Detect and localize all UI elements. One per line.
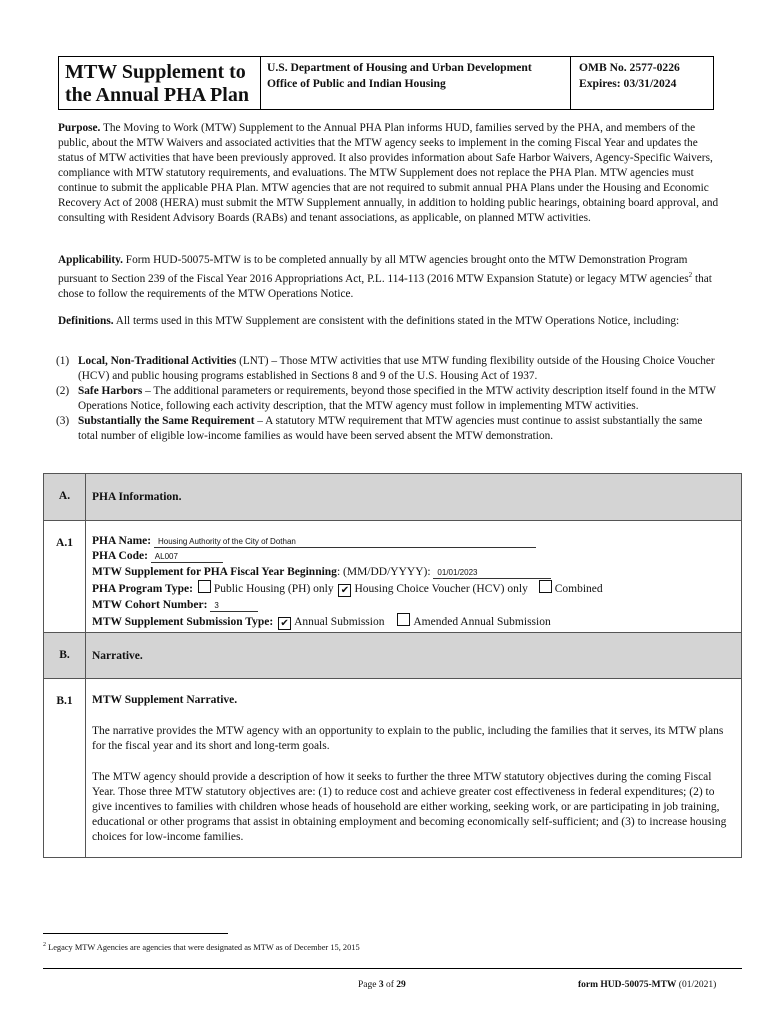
program-type-line [92,580,733,597]
fiscal-year-line [92,565,733,580]
definitions-label: Definitions. [58,315,114,327]
page-number [358,980,406,990]
applicability-label: Applicability. [58,254,123,266]
omb-cell [571,57,713,109]
narrative-paragraph-2: The MTW agency should provide a description of how it seeks to further the three MTW statutory objectives during the coming Fiscal Year. Those three MTW statutory objectives are: (1) to reduce cost and achieve greater cost effectiveness in federal expenditures; (2) to give incentives to families with children whose heads of household are either working, seeking work, or are participating in job training, educational or other programs that assist in obtaining employment and becoming economically self-sufficient; and (3) to increase housing choices for low-income families. [92,771,727,843]
section-a1-row [44,520,741,632]
submission-type-label: MTW Supplement Submission Type: [92,616,274,629]
narrative-paragraph-1: The narrative provides the MTW agency with an opportunity to explain to the public, including the families that it serves, its MTW plans for the fiscal year and its short and long-term goals. [92,725,724,752]
fiscal-year-format: : (MM/DD/YYYY): [336,565,434,578]
footnote [43,942,360,952]
agency-cell [261,57,571,109]
hcv-only-checkbox[interactable]: ✔ [338,584,351,597]
cohort-field[interactable]: 3 [210,601,258,612]
total-pages: 29 [396,980,406,990]
section-number: B. [44,633,86,678]
applicability-paragraph [58,253,720,302]
definition-text: – The additional parameters or requirements, beyond those specified in the MTW activity description itself found in the MTW Operations Notice, following each activity description, that the MTW agency must follow in implementing MTW activities. [78,385,716,412]
section-title: Narrative. [92,650,143,662]
submission-type-line [92,613,733,630]
fiscal-year-label: MTW Supplement for PHA Fiscal Year Beginning [92,565,337,578]
ph-only-label: Public Housing (PH) only [213,583,334,596]
definitions-paragraph [58,314,720,329]
footnote-number: 2 [43,942,46,948]
footnote-text: Legacy MTW Agencies are agencies that were designated as MTW as of December 15, 2015 [46,942,360,952]
amended-submission-label: Amended Annual Submission [413,616,551,629]
header-box [58,56,714,110]
purpose-text: The Moving to Work (MTW) Supplement to the Annual PHA Plan informs HUD, families served by the PHA, and members of the public, about the MTW Waivers and associated activities that the MTW agency seeks to implement in the coming Fiscal Year and updates the status of MTW activities that have been previously approved. It also provides information about Safe Harbor Waivers, Agency-Specific Waivers, compliance with MTW statutory requirements, and evaluations. The MTW Supplement does not replace the PHA Plan. MTW agencies must continue to submit the applicable PHA Plan. MTW agencies that are not required to submit annual PHA Plans under the Housing and Economic Recovery Act of 2008 (HERA) must submit the MTW Supplement annually, in addition to holding public hearings, obtaining board approval, and consulting with Resident Advisory Boards (RABs) and tenant associations, as applicable, on planned MTW activities. [58,122,719,224]
program-type-label: PHA Program Type: [92,583,193,596]
applicability-text-b: that chose to follow the requirements of the MTW Operations Notice. [58,272,712,300]
definitions-list [56,354,720,444]
fiscal-year-field[interactable]: 01/01/2023 [433,568,551,579]
combined-checkbox[interactable] [539,580,552,593]
pha-name-line: PHA Name: Housing Authority of the City of Dothan [92,534,733,549]
form-title [59,57,261,109]
section-b1-row [44,678,741,857]
list-item-number: (1) [56,355,70,367]
current-page: 3 [378,980,384,990]
form-sections-table [43,473,742,858]
page-of: of [383,980,397,990]
defined-term: Local, Non-Traditional Activities [78,355,237,367]
purpose-paragraph [58,121,720,226]
form-title-line2: the Annual PHA Plan [65,84,249,106]
hcv-only-label: Housing Choice Voucher (HCV) only [354,583,528,596]
list-item-text [78,354,720,384]
row-number: A.1 [44,521,86,632]
form-id: form HUD-50075-MTW [578,980,677,990]
footnote-divider [43,933,228,934]
section-number: A. [44,474,86,520]
definition-text: (LNT) – Those MTW activities that use MTW funding flexibility outside of the Housing Choice Voucher (HCV) and public housing programs established in Sections 8 and 9 of the U.S. Housing Act of 1937. [78,355,715,382]
definition-text: – A statutory MTW requirement that MTW agencies must continue to assist substantially the same total number of eligible low-income families as would have been served absent the MTW demonstration. [78,415,703,442]
applicability-text-a: Form HUD-50075-MTW is to be completed annually by all MTW agencies brought onto the MTW Demonstration Program pursuant to Section 239 of the Fiscal Year 2016 Appropriations Act, P.L. 114-113 (2016 MTW Expansion Statute) or legacy MTW agencies [58,254,689,285]
footer-divider [43,968,742,969]
pha-name-label: PHA Name [92,535,148,547]
section-a-header [44,474,741,520]
narrative-subtitle: MTW Supplement Narrative. [92,694,238,706]
narrative-body [86,679,741,857]
form-title-line1: MTW Supplement to [65,61,246,83]
pha-code-line: PHA Code: AL007 [92,549,733,564]
office-name: Office of Public and Indian Housing [267,77,446,90]
form-date: (01/2021) [676,980,717,990]
cohort-line: MTW Cohort Number: 3 [92,598,733,613]
row-number: B.1 [44,679,86,857]
footnote-ref: 2 [688,271,693,279]
definitions-text: All terms used in this MTW Supplement are consistent with the definitions stated in the MTW Operations Notice, including: [113,315,680,327]
list-item [56,384,720,414]
list-item-number: (2) [56,385,70,397]
expiration-date: Expires: 03/31/2024 [579,77,677,90]
pha-name-field[interactable]: Housing Authority of the City of Dothan [154,537,536,548]
cohort-label: MTW Cohort Number [92,598,204,611]
list-item-text [78,414,720,444]
form-identifier [578,980,716,990]
agency-name: U.S. Department of Housing and Urban Development [267,61,532,74]
omb-number: OMB No. 2577-0226 [579,61,680,74]
section-b-header [44,632,741,678]
annual-submission-checkbox[interactable]: ✔ [278,617,291,630]
list-item [56,354,720,384]
defined-term: Safe Harbors [78,385,143,397]
amended-submission-checkbox[interactable] [397,613,410,626]
page-prefix: Page [358,980,379,990]
section-title: PHA Information. [92,491,182,503]
combined-label: Combined [554,583,603,596]
list-item-text [78,384,720,414]
list-item [56,414,720,444]
pha-code-label: PHA Code [92,550,145,563]
pha-info-fields [86,521,741,632]
ph-only-checkbox[interactable] [198,580,211,593]
pha-code-field[interactable]: AL007 [151,552,223,563]
list-item-number: (3) [56,415,70,427]
annual-submission-label: Annual Submission [294,616,385,629]
defined-term: Substantially the Same Requirement [78,415,255,427]
purpose-label: Purpose. [58,122,101,134]
